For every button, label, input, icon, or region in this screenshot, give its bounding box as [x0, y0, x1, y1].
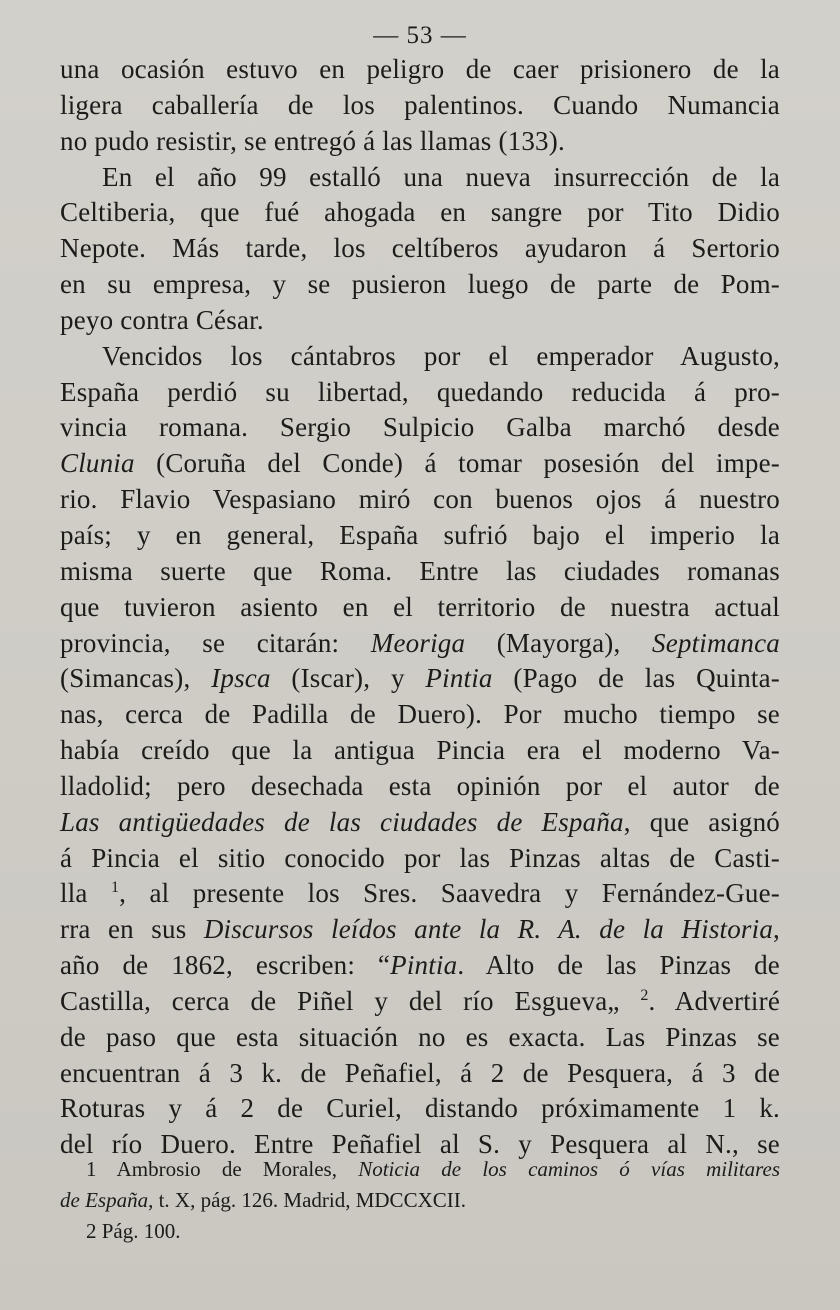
text-line: [60, 446, 780, 482]
body-text: [60, 52, 780, 1163]
text-line: encuentran á 3 k. de Peñafiel, á 2 de Pesquera, á 3 de: [60, 1057, 780, 1088]
text-line: vincia romana. Sergio Sulpicio Galba marchó desde: [60, 412, 780, 443]
text-run: , al presente los Sres. Saavedra y Fernández-Gue-: [119, 878, 780, 909]
text-line: en su empresa, y se pusieron luego de parte de Pom-: [60, 269, 780, 300]
italic-place-name: Clunia: [60, 448, 135, 479]
italic-place-name: Pintia: [425, 663, 493, 694]
text-line: no pudo resistir, se entregó á las llamas (133).: [60, 125, 565, 156]
text-line: del río Duero. Entre Peñafiel al S. y Pesquera al N., se: [60, 1129, 780, 1160]
italic-book-title: Noticia de los caminos ó vías militares: [358, 1157, 780, 1181]
italic-place-name: Septimanca: [652, 627, 780, 658]
text-run: lla: [60, 878, 111, 909]
text-line: ligera caballería de los palentinos. Cuando Numancia: [60, 89, 780, 120]
text-line: una ocasión estuvo en peligro de caer prisionero de la: [60, 54, 780, 84]
text-run: ,: [773, 914, 780, 945]
text-run: año de 1862, escriben: “: [60, 950, 391, 981]
text-run: . Alto de las Pinzas de: [457, 950, 780, 981]
text-line: á Pincia el sitio conocido por las Pinzas altas de Casti-: [60, 842, 780, 873]
text-line: [60, 948, 780, 984]
text-line: país; y en general, España sufrió bajo el imperio la: [60, 519, 780, 550]
text-line: Roturas y á 2 de Curiel, distando próximamente 1 k.: [60, 1093, 780, 1124]
text-line: nas, cerca de Padilla de Duero). Por mucho tiempo se: [60, 699, 780, 730]
text-line: [60, 876, 780, 912]
text-run: , t. X, pág. 126. Madrid, MDCCXCII.: [148, 1188, 466, 1212]
italic-place-name: Ipsca: [211, 663, 271, 694]
text-run: (Iscar), y: [270, 663, 426, 694]
text-run: 1 Ambrosio de Morales,: [86, 1157, 359, 1181]
text-line: Celtiberia, que fué ahogada en sangre por Tito Didio: [60, 197, 780, 228]
text-line: España perdió su libertad, quedando reducida á pro-: [60, 376, 780, 407]
text-run: (Coruña del Conde) á tomar posesión del impe-: [134, 448, 780, 479]
text-line: [60, 626, 780, 662]
text-line: de paso que esta situación no es exacta. Las Pinzas se: [60, 1021, 780, 1052]
footnote-ref: 2: [640, 986, 649, 1004]
text-run: provincia, se citarán:: [60, 627, 371, 658]
footnote-1-cont: [60, 1185, 780, 1216]
text-run: rra en sus: [60, 914, 204, 945]
text-line: que tuvieron asiento en el territorio de nuestra actual: [60, 591, 780, 622]
footnote-ref: 1: [110, 879, 120, 897]
footnotes: [60, 1154, 780, 1247]
text-line: lladolid; pero desechada esta opinión por el autor de: [60, 770, 780, 801]
footnote-2: 2 Pág. 100.: [86, 1219, 181, 1243]
text-line: Vencidos los cántabros por el emperador Augusto,: [102, 340, 780, 371]
text-line: [60, 912, 780, 948]
text-line: [60, 805, 780, 841]
page-number: — 53 —: [373, 22, 467, 49]
italic-place-name: Pintia: [390, 950, 458, 981]
text-line: peyo contra César.: [60, 304, 264, 335]
italic-book-title: Discursos leídos ante la R. A. de la Historia: [203, 914, 774, 945]
text-line: En el año 99 estalló una nueva insurrección de la: [102, 161, 780, 192]
text-run: (Mayorga),: [465, 627, 652, 658]
text-line: [60, 661, 780, 697]
italic-book-title: de España: [60, 1188, 149, 1212]
text-line: [60, 984, 780, 1020]
text-line: rio. Flavio Vespasiano miró con buenos ojos á nuestro: [60, 484, 780, 515]
text-line: misma suerte que Roma. Entre las ciudades romanas: [60, 555, 780, 586]
text-run: . Advertiré: [648, 985, 780, 1016]
text-run: , que asignó: [623, 806, 780, 837]
italic-place-name: Meoriga: [370, 627, 466, 658]
footnote-1: [60, 1154, 780, 1185]
text-line: Nepote. Más tarde, los celtíberos ayudaron á Sertorio: [60, 233, 780, 264]
text-run: (Simancas),: [60, 663, 212, 694]
italic-book-title: Las antigüedades de las ciudades de España: [60, 806, 624, 837]
text-run: Castilla, cerca de Piñel y del río Esgueva„: [60, 985, 641, 1016]
text-line: había creído que la antigua Pincia era el moderno Va-: [60, 735, 780, 766]
text-run: (Pago de las Quinta-: [492, 663, 780, 694]
